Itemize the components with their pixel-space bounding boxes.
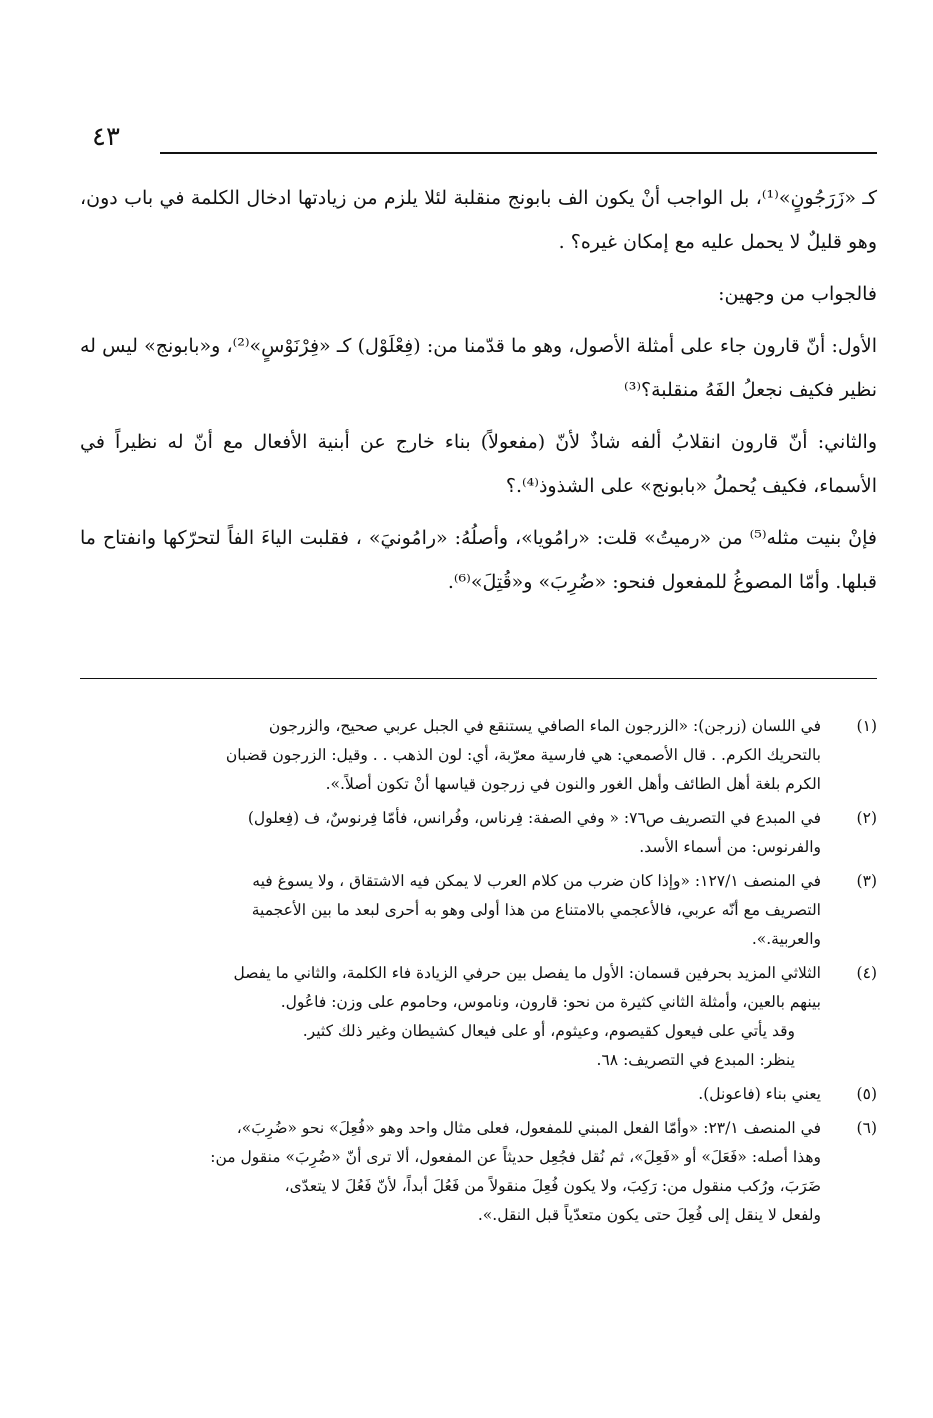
footnote-text	[80, 959, 821, 1075]
footnote-line: الكرم بلغة أهل الطائف وأهل الغور والنون في زرجون قياسها أنْ تكون أصلاً.».	[325, 775, 821, 793]
footnote-line: في المنصف ٢٣/١: «وأمّا الفعل المبني للمفعول، فعلى مثال واحد وهو «فُعِلَ» نحو «ضُرِبَ»،	[236, 1119, 821, 1137]
footnote	[80, 959, 877, 1075]
footnote-line: بالتحريك الكرم. . قال الأصمعي: هي فارسية معرّبة، أي: لون الذهب . . وقيل: الزرجون قضبان	[225, 746, 821, 764]
main-text	[80, 176, 877, 604]
page-number: ٤٣	[92, 122, 120, 152]
footnote-line: في اللسان (زرجن): «الزرجون الماء الصافي يستنقع في الجبل عربي صحيح، والزرجون	[268, 717, 821, 735]
footnote-text	[80, 1114, 821, 1230]
footnote-line: ينظر: المبدع في التصريف: ٦٨.	[596, 1051, 795, 1069]
footnote	[80, 1114, 877, 1230]
footnote-line: ضَرَبَ، ورُكب منقول من: رَكِبَ، ولا يكون فُعِلَ منقولاً من فَعُلَ أبداً، لأنّ فَعُلَ لا يتعدّى،	[284, 1177, 821, 1195]
footnote-text	[80, 867, 821, 954]
footnote-line: والعربية.».	[751, 930, 821, 948]
footnote-number: (٥)	[856, 1085, 877, 1103]
footnote-number: (١)	[856, 717, 877, 735]
footnote-number: (٣)	[856, 872, 877, 890]
footnote-line: التصريف مع أنّه عربي، فالأعجمي بالامتناع من هذا أولى وهو به أحرى لبعد ما بين الأعجمية	[251, 901, 821, 919]
footnote-number: (٦)	[856, 1119, 877, 1137]
paragraph: فالجواب من وجهين:	[718, 283, 877, 305]
footnote-text	[80, 804, 821, 862]
footnote-line: في المنصف ١٢٧/١: «وإذا كان ضرب من كلام العرب لا يمكن فيه الاشتقاق ، ولا يسوغ فيه	[252, 872, 821, 890]
footnotes	[80, 712, 877, 1235]
footnote	[80, 867, 877, 954]
page-header	[80, 120, 877, 160]
footnote-number: (٤)	[856, 964, 877, 982]
paragraph: كـ «زَرَجُونٍ»⁽¹⁾، بل الواجب أنْ يكون الف بابونج منقلبة لئلا يلزم من زيادتها ادخال الكلمة في باب دون، وهو قليلٌ لا يحمل عليه مع إمكان غيره؟ .	[80, 187, 877, 253]
header-rule	[160, 152, 877, 154]
paragraph: فإنْ بنيت مثله⁽⁵⁾ من «رميتُ» قلت: «رامُويا»، وأصلُهُ: «رامُونيَ» ، فقلبت الياءَ الفاً لتحرّكها وانفتاح ما قبلها. وأمّا المصوغُ للمفعول فنحو: «ضُرِبَ» و«قُتِلَ»⁽⁶⁾.	[80, 527, 878, 593]
footnote-line: وهذا أصله: «فَعَلَ» أو «فَعِلَ»، ثم نُقل فجُعِل حديثاً عن المفعول، ألا ترى أنّ «ضُرِبَ» منقول من:	[210, 1148, 821, 1166]
footnote-line: ولفعل لا ينقل إلى فُعِلَ حتى يكون متعدّياً قبل النقل.».	[477, 1206, 821, 1224]
footnote	[80, 804, 877, 862]
footnote-line: الثلاثي المزيد بحرفين قسمان: الأول ما يفصل بين حرفي الزيادة فاء الكلمة، والثاني ما يفصل	[233, 964, 821, 982]
footnote-text	[80, 1080, 821, 1109]
footnote-line: في المبدع في التصريف ص٧٦: « وفي الصفة: فِرناس، وفُرانس، فأمّا فِرنوسٌ، ف (فِعلول)	[247, 809, 821, 827]
footnote	[80, 1080, 877, 1109]
footnote-line: والفرنوس: من أسماء الأسد.	[639, 838, 821, 856]
footnote-number: (٢)	[856, 809, 877, 827]
footnote-line: يعني بناء (فاعونل).	[698, 1085, 821, 1103]
footnote-line: وقد يأتي على فيعول كقيصوم، وعيثوم، أو على فيعال كشيطان وغير ذلك كثير.	[302, 1022, 795, 1040]
footnote-separator	[80, 678, 877, 679]
footnote	[80, 712, 877, 799]
paragraph: والثاني: أنّ قارون انقلابُ ألفه شاذٌ لأنّ (مفعولاً) بناء خارج عن أبنية الأفعال مع أنّ له نظيراً في الأسماء، فكيف يُحملُ «بابونج» على الشذوذ⁽⁴⁾.؟	[80, 431, 877, 497]
footnote-line: بينهم بالعين، وأمثلة الثاني كثيرة من نحو: قارون، وناموس، وحاموم على وزن: فاعُول.	[280, 993, 821, 1011]
footnote-text	[80, 712, 821, 799]
paragraph: الأول: أنّ قارون جاء على أمثلة الأصول، وهو ما قدّمنا من: (فِعْلَوْل) كـ «فِرْنَوْسٍ»⁽²⁾، و«بابونج» ليس له نظير فكيف نجعلُ الفَهُ منقلبة؟⁽³⁾	[80, 335, 877, 401]
